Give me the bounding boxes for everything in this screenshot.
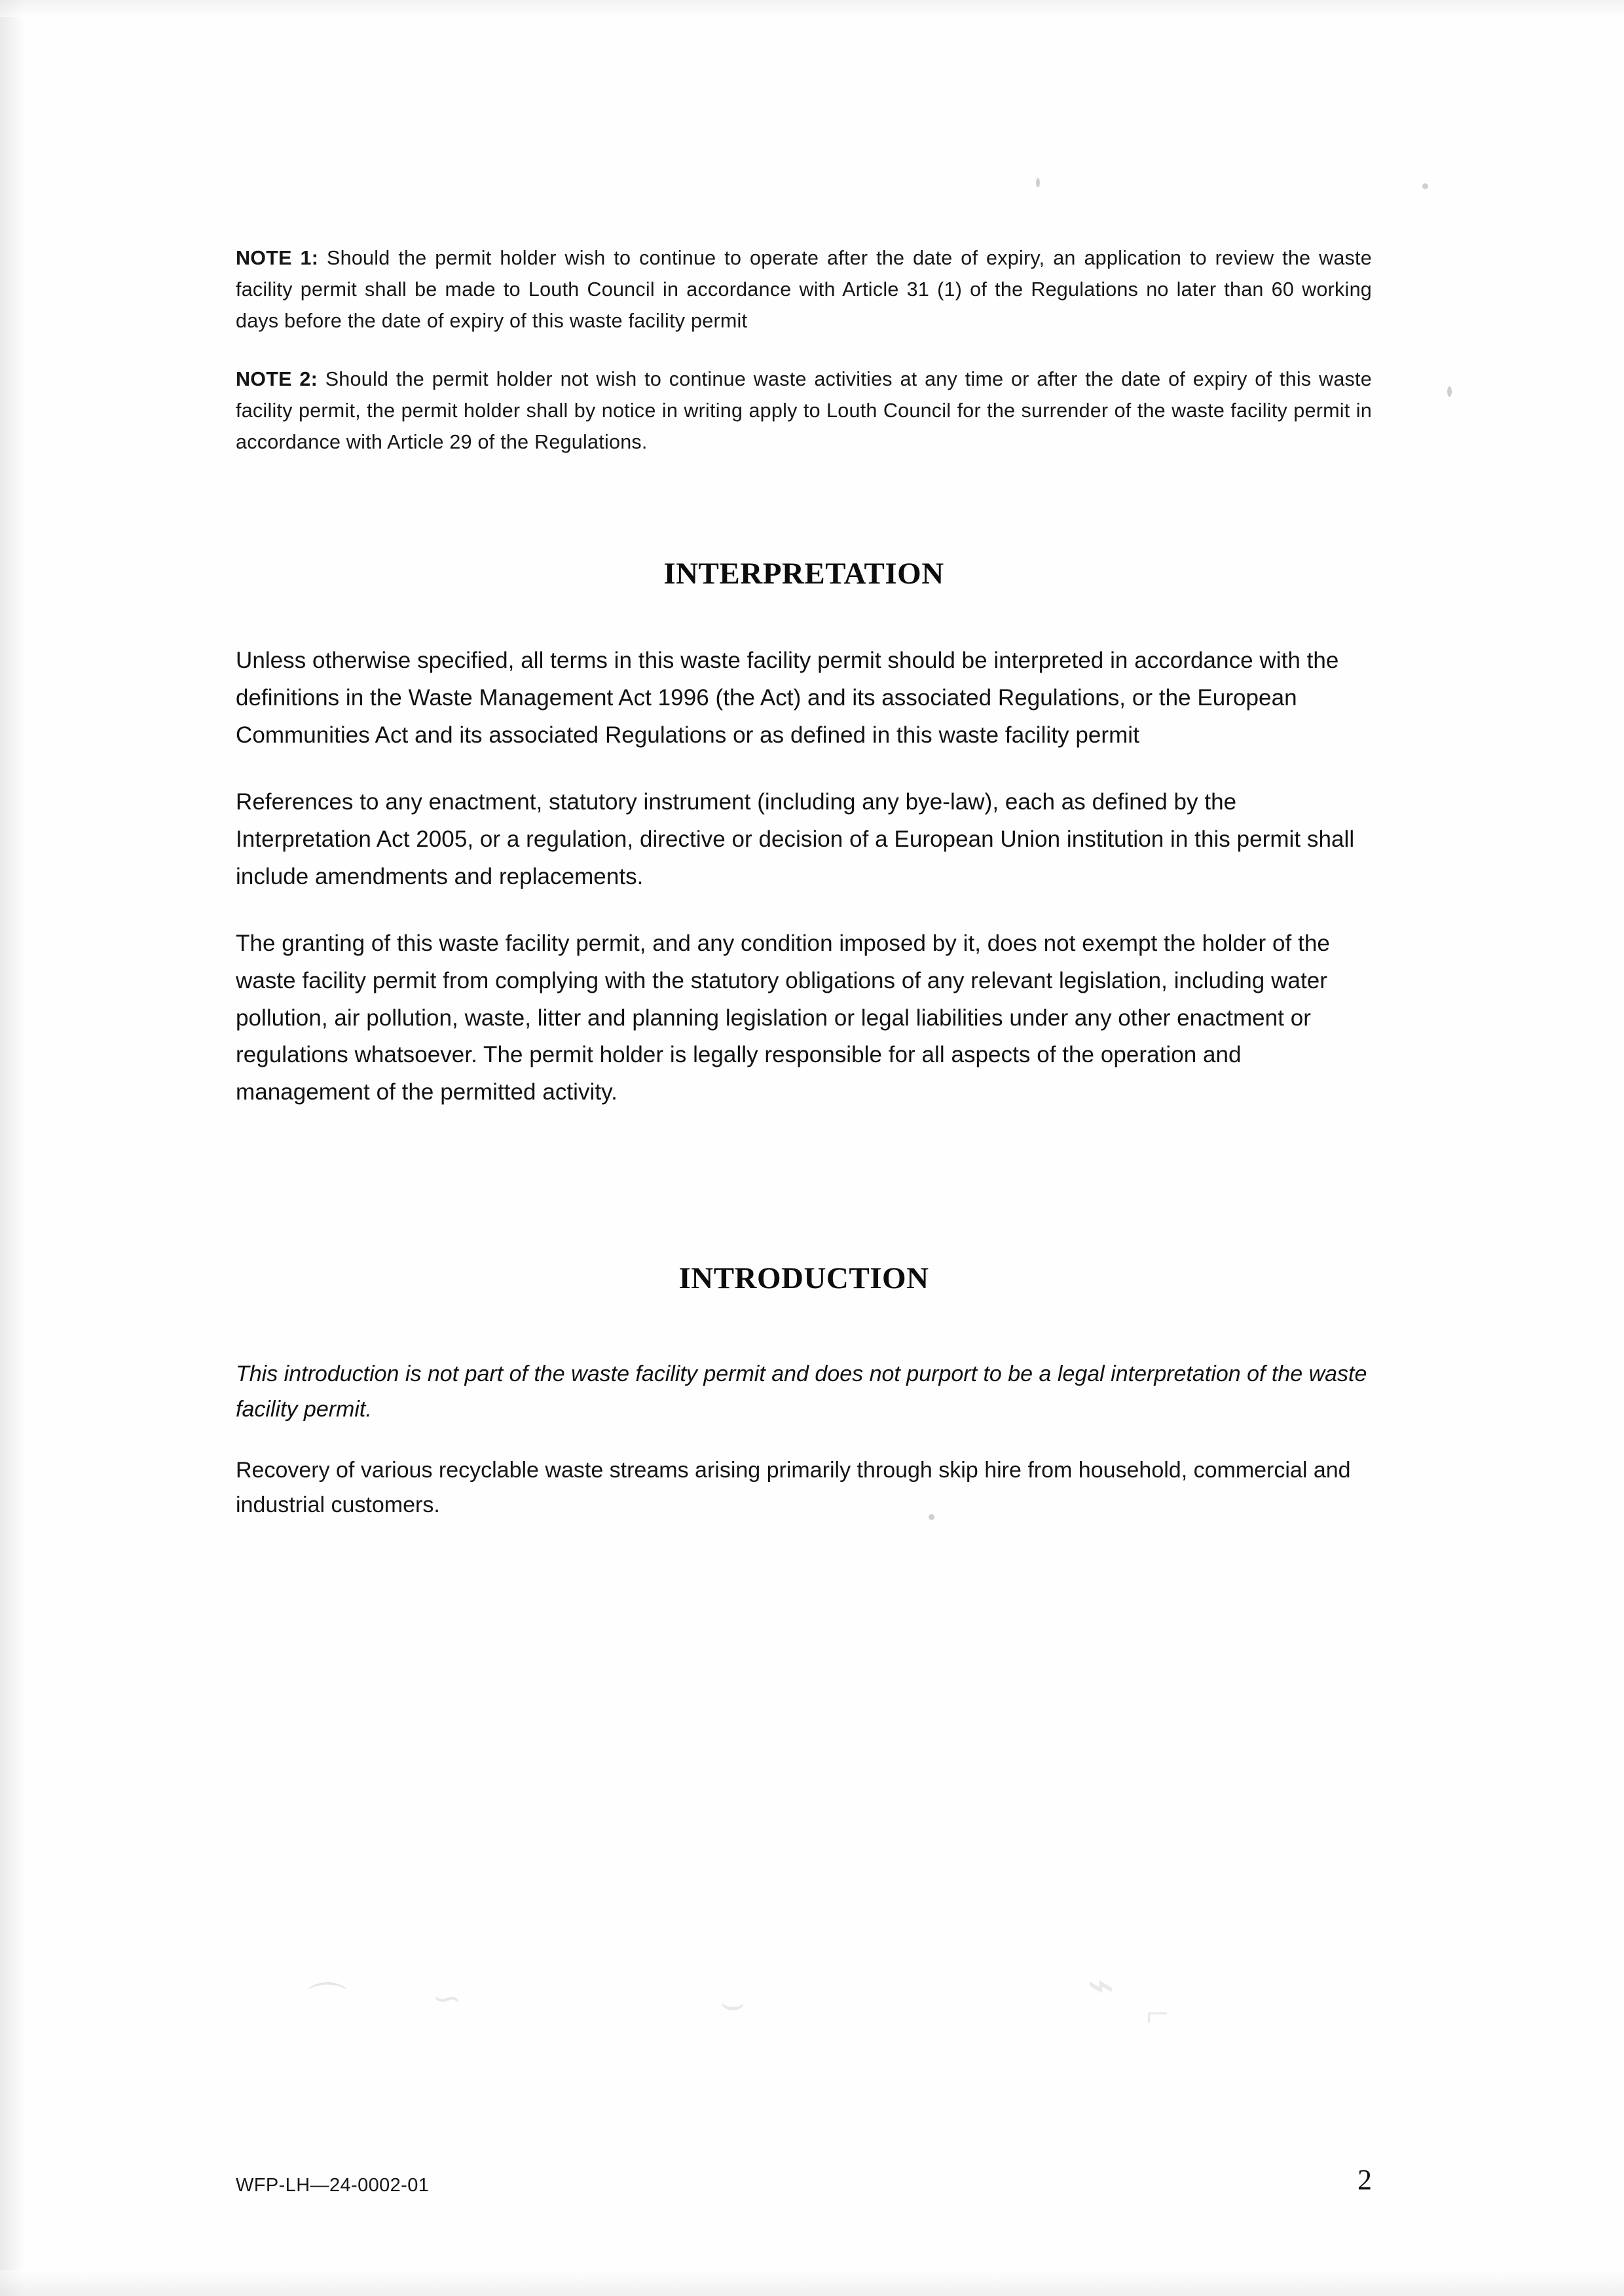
document-content (236, 242, 1372, 1523)
scan-smudge: ⌣ (720, 1982, 746, 2024)
introduction-heading: INTRODUCTION (678, 1261, 929, 1295)
footer-page-number: 2 (1357, 2164, 1372, 2196)
scan-edge-bottom (0, 2270, 1624, 2296)
spacer (236, 1296, 1372, 1356)
note-2 (236, 363, 1372, 458)
spacer (236, 591, 1372, 642)
scan-smudge: ⌒ (308, 1981, 347, 2024)
scan-speck (1447, 386, 1452, 397)
scan-speck (1422, 183, 1428, 189)
note-1-label: NOTE 1: (236, 247, 319, 269)
scan-edge-top (0, 0, 1624, 17)
spacer (236, 458, 1372, 556)
spacer (236, 1141, 1372, 1261)
footer-permit-reference: WFP-LH—24-0002-01 (236, 2175, 430, 2196)
scan-smudge: ∽ (432, 1979, 462, 2018)
scan-smudge: ⌁ (1087, 1961, 1115, 2011)
scan-speck (1036, 178, 1040, 187)
interpretation-heading: INTERPRETATION (663, 557, 944, 591)
note-2-text: Should the permit holder not wish to continue waste activities at any time or after the date of expiry of this waste facility permit, the permit holder shall by notice in writing apply to Louth Council for the surrender of the waste facility permit in accordance with Article 29 of the Regulations. (236, 367, 1372, 453)
note-1 (236, 242, 1372, 337)
interpretation-paragraph-1: Unless otherwise specified, all terms in this waste facility permit should be interpreted in accordance with the definitions in the Waste Management Act 1996 (the Act) and its associated Regulations, or the European Communities Act and its associated Regulations or as defined in this waste facility permit (236, 648, 1339, 748)
page-footer (236, 2163, 1372, 2196)
note-2-label: NOTE 2: (236, 367, 318, 390)
introduction-disclaimer: This introduction is not part of the waste facility permit and does not purport to be a legal interpretation of the waste facility permit. (236, 1361, 1367, 1422)
note-1-text: Should the permit holder wish to continue to operate after the date of expiry, an application to review the waste facility permit shall be made to Louth Council in accordance with Article 31 (1) of the Regulations no later than 60 working days before the date of expiry of this waste facility permit (236, 247, 1372, 333)
interpretation-paragraph-3: The granting of this waste facility permit, and any condition imposed by it, does not exempt the holder of the waste facility permit from complying with the statutory obligations of any relevant legislation, including water pollution, air pollution, waste, litter and planning legislation or legal liabilities under any other enactment or regulations whatsoever. The permit holder is legally responsible for all aspects of the operation and management of the permitted activity. (236, 931, 1330, 1105)
scan-edge-left (0, 0, 26, 2296)
scan-smudge: ⌐ (1146, 1991, 1169, 2036)
interpretation-paragraph-2: References to any enactment, statutory instrument (including any bye-law), each as defined by the Interpretation Act 2005, or a regulation, directive or decision of a European Union institution in this permit shall include amendments and replacements. (236, 789, 1355, 889)
introduction-body: Recovery of various recyclable waste streams arising primarily through skip hire from household, commercial and industrial customers. (236, 1458, 1351, 1518)
